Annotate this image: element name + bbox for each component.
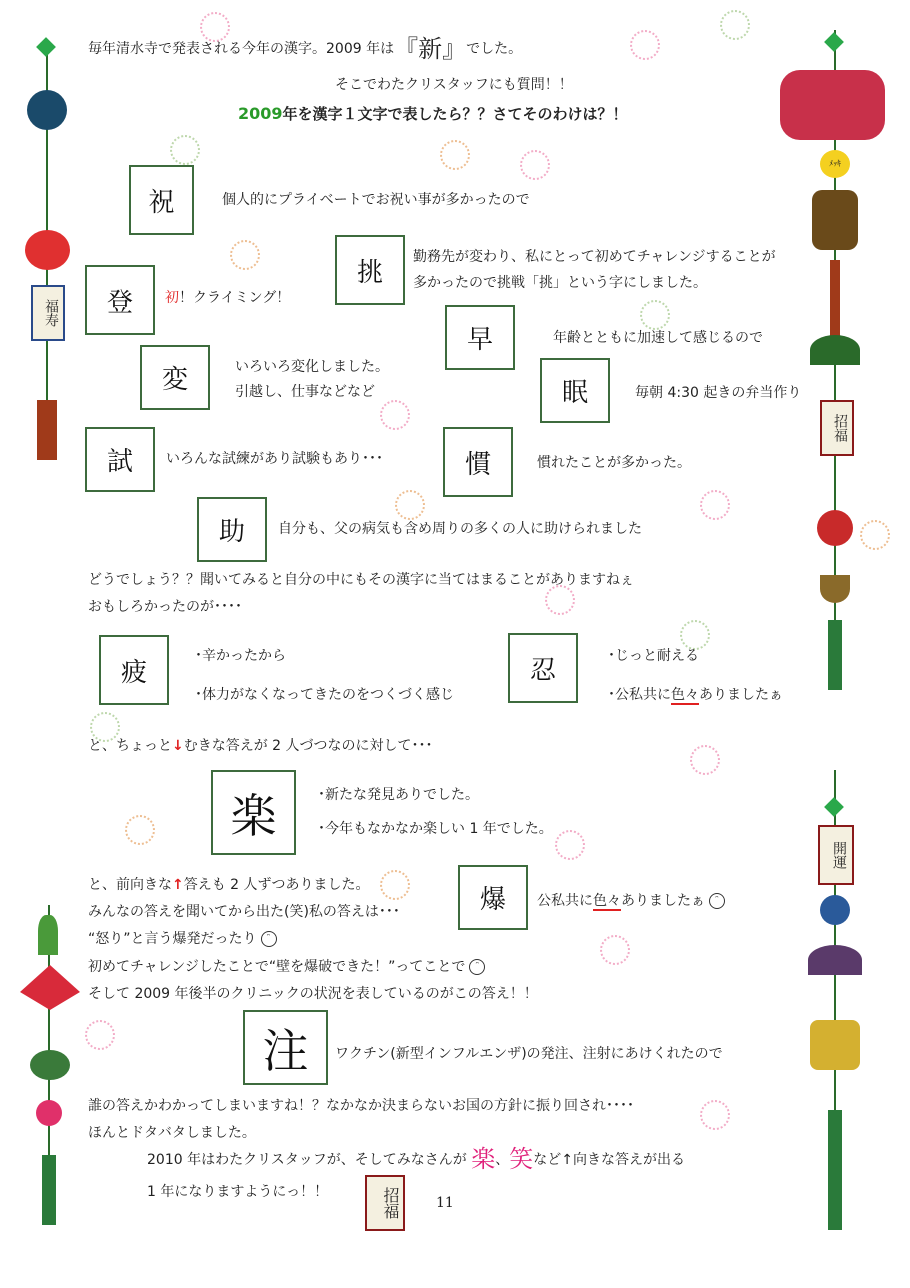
angry-face-icon: ᵔ <box>261 931 277 947</box>
raku-text: ･今年もなかなか楽しい 1 年でした。 <box>318 821 553 837</box>
plum-blossom-icon <box>680 620 710 650</box>
up-line: と、前向きな↑答えも 2 人ずつありました。 <box>88 877 370 893</box>
entry-text: 初！クライミング！ <box>165 290 291 306</box>
kanji-box-nareru: 慣 <box>443 427 513 497</box>
mallet-icon <box>810 1020 860 1070</box>
kanji-box-noboru: 登 <box>85 265 155 335</box>
plum-blossom-icon <box>545 585 575 615</box>
pair-text: ･公私共に色々ありましたぁ <box>608 687 783 703</box>
tai-fish-icon <box>25 230 70 270</box>
entry-text: 年齢とともに加速して感じるので <box>553 330 763 346</box>
plum-blossom-icon <box>85 1020 115 1050</box>
kanji-raku-pink: 楽 <box>471 1145 496 1173</box>
right-hanging-ornament-bottom <box>800 770 870 1230</box>
left-bottom-ornament <box>20 905 80 1225</box>
turtle-icon <box>30 1050 70 1080</box>
plum-blossom-icon <box>700 1100 730 1130</box>
kanji-warai-pink: 笑 <box>509 1145 534 1173</box>
chu-line-2: 誰の答えかわかってしまいますね！？なかなか決まらないお国の方針に振り回され････ <box>88 1098 634 1114</box>
baku-line-4: そして 2009 年後半のクリニックの状況を表しているのがこの答え！！ <box>88 986 538 1002</box>
entry-text: いろんな試練があり試験もあり･･･ <box>166 451 383 467</box>
badge: ﾒｯｷ <box>820 150 850 178</box>
pair-text: ･体力がなくなってきたのをつくづく感じ <box>195 687 454 703</box>
plum-blossom-icon <box>125 815 155 845</box>
page-number: 11 <box>436 1195 454 1211</box>
entry-text: 多かったので挑戦「挑」という字にしました。 <box>413 275 707 291</box>
baku-line-2: “怒り”と言う爆発だったり ᵔ <box>88 930 277 948</box>
right-hanging-ornament-top <box>770 30 890 690</box>
kite-icon <box>780 70 885 140</box>
middle-line-1: どうでしょう？？聞いてみると自分の中にもその漢字に当てはまることがありますねぇ <box>88 572 634 588</box>
intro-line-1: 毎年清水寺で発表される今年の漢字。2009 年は『新』でした。 <box>88 35 523 63</box>
plum-blossom-icon <box>395 490 425 520</box>
kanji-box-shinobu: 忍 <box>508 633 578 703</box>
entry-text: 引越し、仕事などなど <box>235 384 375 400</box>
plum-blossom-icon <box>170 135 200 165</box>
intro-line-2: そこでわたクリスタッフにも質問！！ <box>335 77 573 93</box>
plum-blossom-icon <box>640 300 670 330</box>
pine-icon <box>810 335 860 365</box>
entry-text: 慣れたことが多かった。 <box>537 455 691 471</box>
baku-line-1: みんなの答えを聞いてから出た(笑)私の答えは･･･ <box>88 904 400 920</box>
closing-line-2: 1 年になりますようにっ！！ <box>147 1184 329 1200</box>
fukuju-tag: 福寿 <box>31 285 65 341</box>
kanji-box-idomu: 挑 <box>335 235 405 305</box>
kanji-box-nemuri: 眠 <box>540 358 610 423</box>
plum-blossom-icon <box>600 935 630 965</box>
plum-blossom-icon <box>230 240 260 270</box>
temari-icon <box>817 510 853 546</box>
plum-blossom-icon <box>380 870 410 900</box>
raku-text: ･新たな発見ありでした。 <box>318 787 479 803</box>
plum-blossom-icon <box>720 10 750 40</box>
mallet-icon <box>812 190 858 250</box>
plum-blossom-icon <box>700 490 730 520</box>
shoufuku-tag-bottom: 招福 <box>365 1175 405 1231</box>
kanji-box-tsukare: 疲 <box>99 635 169 705</box>
kanji-box-tamesu: 試 <box>85 427 155 492</box>
kaiun-tag: 開運 <box>818 825 854 885</box>
kanji-box-hen: 変 <box>140 345 210 410</box>
plum-blossom-icon <box>200 12 230 42</box>
chu-text: ワクチン(新型インフルエンザ)の発注、注射にあけくれたので <box>335 1046 723 1062</box>
kanji-box-baku: 爆 <box>458 865 528 930</box>
down-line: と、ちょっと↓むきな答えが 2 人づつなのに対して･･･ <box>88 738 433 754</box>
plum-blossom-icon <box>520 150 550 180</box>
entry-text: いろいろ変化しました。 <box>235 359 389 375</box>
plum-blossom-icon <box>440 140 470 170</box>
shoufuku-tag: 招福 <box>820 400 854 456</box>
kanji-shin: 『新』 <box>394 35 467 63</box>
plum-blossom-icon <box>630 30 660 60</box>
chu-line-3: ほんとドタバタしました。 <box>88 1125 256 1141</box>
plum-blossom-icon <box>380 400 410 430</box>
top-toy-icon <box>820 575 850 603</box>
kanji-box-raku: 楽 <box>211 770 296 855</box>
smiley-icon: ᵔ <box>709 893 725 909</box>
plum-blossom-icon <box>690 745 720 775</box>
smiley-icon: ᵔ <box>469 959 485 975</box>
kanji-box-iwai: 祝 <box>129 165 194 235</box>
closing-line-1: 2010 年はわたクリスタッフが、そしてみなさんが 楽、笑など↑向きな答えが出る <box>147 1145 685 1173</box>
entry-text: 毎朝 4:30 起きの弁当作り <box>635 385 802 401</box>
baku-side-text: 公私共に色々ありましたぁ ᵔ <box>537 892 725 910</box>
middle-line-2: おもしろかったのが････ <box>88 599 242 615</box>
bamboo-icon <box>38 915 58 955</box>
entry-text: 個人的にプライベートでお祝い事が多かったので <box>222 192 530 208</box>
kanji-box-chu: 注 <box>243 1010 328 1085</box>
pine-icon <box>808 945 862 975</box>
kanji-box-tasuke: 助 <box>197 497 267 562</box>
pair-text: ･じっと耐える <box>608 648 699 664</box>
baku-line-3: 初めてチャレンジしたことで“壁を爆破できた！”ってことで ᵔ <box>88 958 485 976</box>
intro-heading: 2009年を漢字１文字で表したら？？さてそのわけは？！ <box>238 104 628 123</box>
kanji-box-haya: 早 <box>445 305 515 370</box>
pair-text: ･辛かったから <box>195 648 286 664</box>
entry-text: 自分も、父の病気も含め周りの多くの人に助けられました <box>278 521 642 537</box>
paper-crane-icon <box>20 965 80 1010</box>
plum-blossom-icon <box>555 830 585 860</box>
entry-text: 勤務先が変わり、私にとって初めてチャレンジすることが <box>413 249 776 265</box>
left-hanging-ornament <box>25 40 70 460</box>
